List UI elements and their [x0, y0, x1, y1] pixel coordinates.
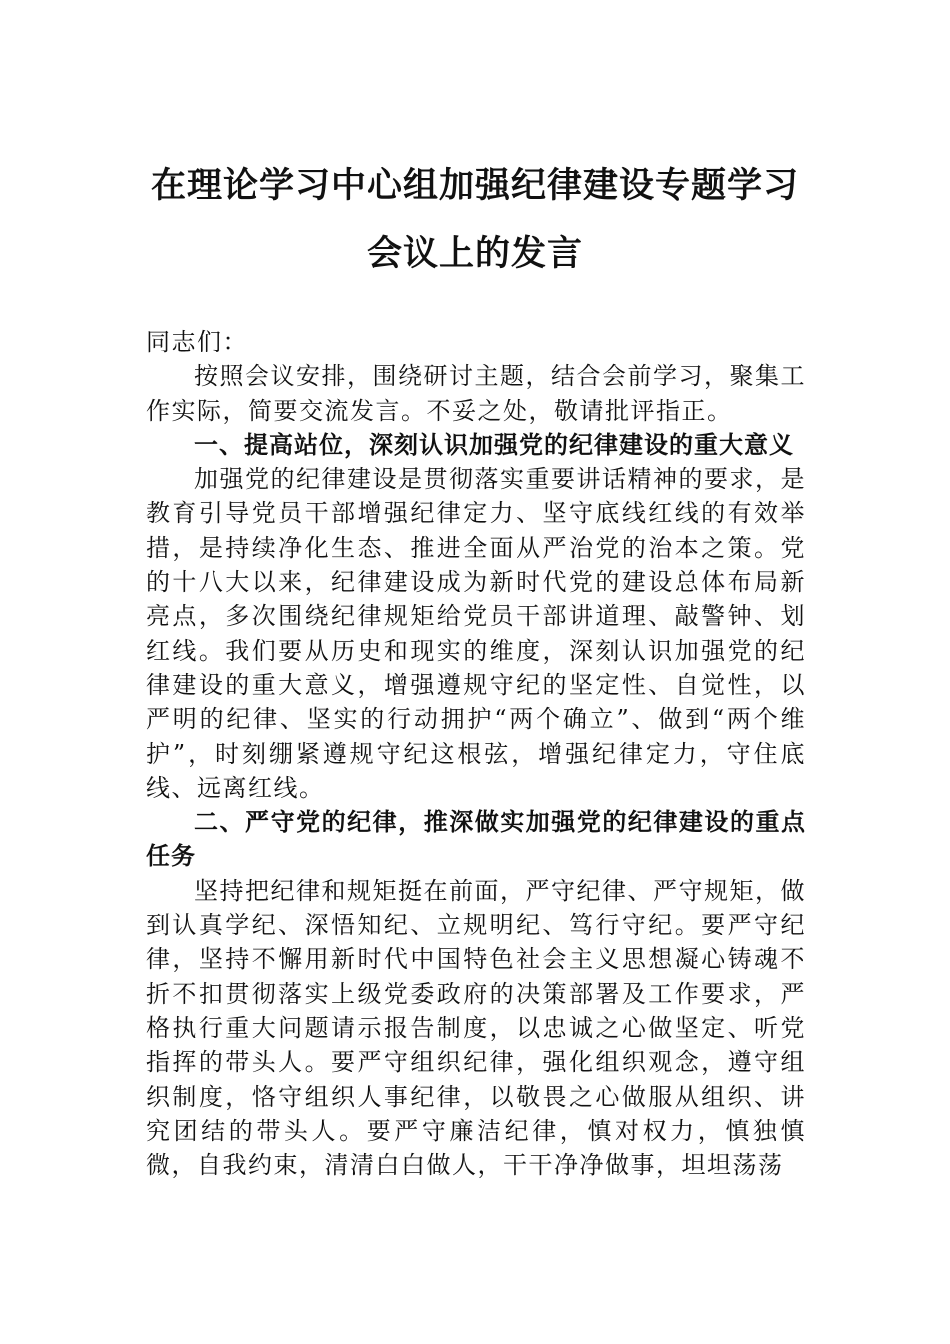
- intro-paragraph: 按照会议安排，围绕研讨主题，结合会前学习，聚集工作实际，简要交流发言。不妥之处，敬请批评指正。: [146, 362, 806, 425]
- document-body: [146, 325, 806, 1182]
- section-2-paragraph: 坚持把纪律和规矩挺在前面，严守纪律、严守规矩，做到认真学纪、深悟知纪、立规明纪、笃行守纪。要严守纪律，坚持不懈用新时代中国特色社会主义思想凝心铸魂不折不扣贯彻落实上级党委政府的决策部署及工作要求，严格执行重大问题请示报告制度，以忠诚之心做坚定、听党指挥的带头人。要严守组织纪律，强化组织观念，遵守组织制度，恪守组织人事纪律，以敬畏之心做服从组织、讲究团结的带头人。要严守廉洁纪律，慎对权力，慎独慎微，自我约束，清清白白做人，干干净净做事，坦坦荡荡: [146, 876, 806, 1180]
- salutation: 同志们：: [146, 328, 248, 356]
- section-1-paragraph: 加强党的纪律建设是贯彻落实重要讲话精神的要求，是教育引导党员干部增强纪律定力、坚守底线红线的有效举措，是持续净化生态、推进全面从严治党的治本之策。党的十八大以来，纪律建设成为新时代党的建设总体布局新亮点，多次围绕纪律规矩给党员干部讲道理、敲警钟、划红线。我们要从历史和现实的维度，深刻认识加强党的纪律建设的重大意义，增强遵规守纪的坚定性、自觉性，以严明的纪律、坚实的行动拥护“两个确立”、做到“两个维护”，时刻绷紧遵规守纪这根弦，增强纪律定力，守住底线、远离红线。: [146, 465, 806, 802]
- section-2-heading: 二、严守党的纪律，推深做实加强党的纪律建设的重点任务: [146, 808, 806, 871]
- section-1-heading: 一、提高站位，深刻认识加强党的纪律建设的重大意义: [194, 430, 794, 459]
- document-title-line-1: 在理论学习中心组加强纪律建设专题学习: [150, 165, 799, 206]
- document-title-line-2: 会议上的发言: [366, 233, 583, 274]
